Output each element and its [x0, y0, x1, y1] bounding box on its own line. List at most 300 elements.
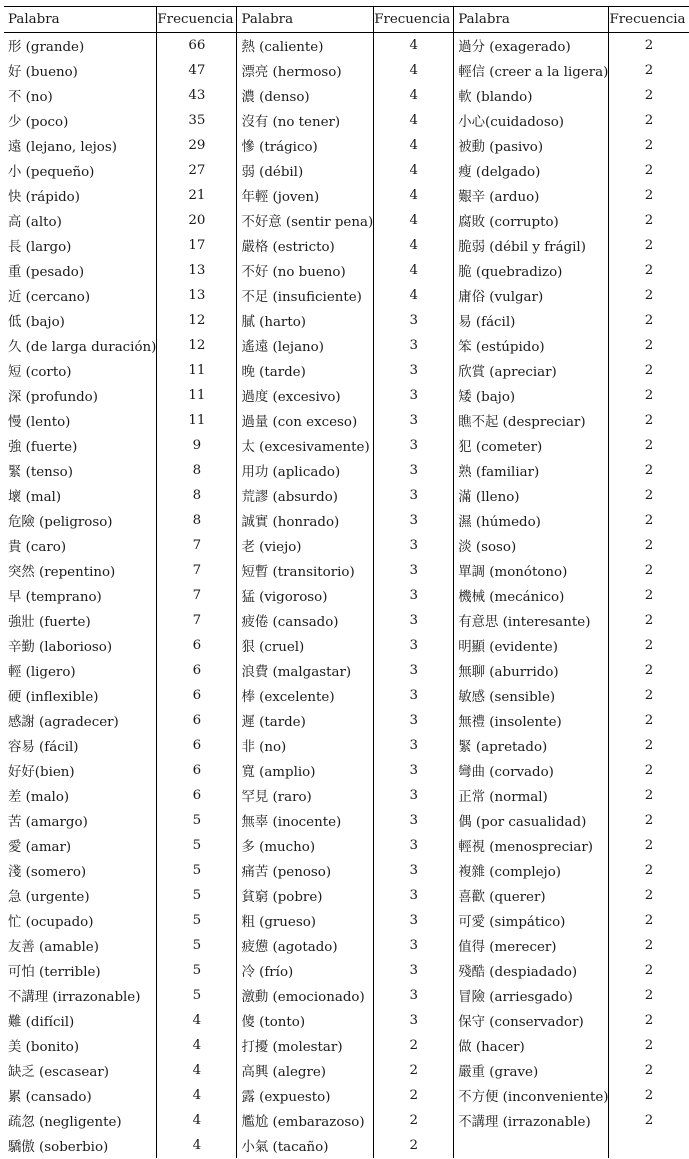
- word-cell: 好 (bueno): [4, 58, 157, 83]
- word-cell: 差 (malo): [4, 783, 157, 808]
- frequency-cell: 3: [374, 808, 454, 833]
- frequency-cell: 2: [644, 338, 654, 353]
- frequency-cell: 3: [374, 608, 454, 633]
- frequency-cell: 2: [374, 1108, 454, 1133]
- frequency-cell: 4: [374, 233, 454, 258]
- frequency-cell: 8: [157, 508, 237, 533]
- word-cell: 敏感 (sensible): [454, 683, 609, 708]
- word-cell: 形 (grande): [4, 33, 157, 59]
- word-cell: 友善 (amable): [4, 933, 157, 958]
- word-cell: 瞧不起 (despreciar): [454, 408, 609, 433]
- frequency-cell: 47: [157, 58, 237, 83]
- frequency-cell: 2: [644, 913, 654, 928]
- frequency-cell: 5: [157, 858, 237, 883]
- frequency-cell: 4: [374, 58, 454, 83]
- table-row: [4, 408, 689, 433]
- table-row: [4, 1108, 689, 1133]
- frequency-cell: 3: [374, 583, 454, 608]
- word-cell: 深 (profundo): [4, 383, 157, 408]
- frequency-cell: 3: [374, 433, 454, 458]
- frequency-cell: 2: [644, 588, 654, 603]
- frequency-cell: 17: [157, 233, 237, 258]
- frequency-cell: 3: [374, 508, 454, 533]
- word-cell: 感謝 (agradecer): [4, 708, 157, 733]
- table-row: [4, 983, 689, 1008]
- word-cell: 小 (pequeño): [4, 158, 157, 183]
- word-cell: 脆弱 (débil y frágil): [454, 233, 609, 258]
- word-cell: 高 (alto): [4, 208, 157, 233]
- table-row: [4, 433, 689, 458]
- table-row: [4, 958, 689, 983]
- word-cell: 犯 (cometer): [454, 433, 609, 458]
- frequency-cell: 5: [157, 883, 237, 908]
- word-cell: 熟 (familiar): [454, 458, 609, 483]
- table-row: [4, 58, 689, 83]
- frequency-cell: 21: [157, 183, 237, 208]
- word-cell: 急 (urgente): [4, 883, 157, 908]
- table-row: [4, 908, 689, 933]
- word-cell: 過分 (exagerado): [454, 33, 609, 59]
- word-cell: 不講理 (irrazonable): [454, 1108, 609, 1133]
- frequency-cell: 66: [157, 33, 237, 59]
- table-row: [4, 658, 689, 683]
- frequency-cell: 3: [374, 883, 454, 908]
- table-row: [4, 633, 689, 658]
- frequency-cell: 4: [157, 1133, 237, 1158]
- word-cell: 遠 (lejano, lejos): [4, 133, 157, 158]
- word-cell: 罕見 (raro): [237, 783, 374, 808]
- word-cell: 長 (largo): [4, 233, 157, 258]
- word-frequency-table: [4, 6, 689, 1158]
- word-cell: 緊 (apretado): [454, 733, 609, 758]
- word-cell: 易 (fácil): [454, 308, 609, 333]
- word-cell: 非 (no): [237, 733, 374, 758]
- frequency-cell: [609, 1133, 689, 1158]
- frequency-cell: 3: [374, 383, 454, 408]
- frequency-cell: 4: [157, 1033, 237, 1058]
- frequency-cell: 6: [157, 708, 237, 733]
- table-row: [4, 833, 689, 858]
- frequency-cell: 2: [644, 113, 654, 128]
- frequency-cell: 2: [644, 613, 654, 628]
- word-cell: 過量 (con exceso): [237, 408, 374, 433]
- table-row: [4, 458, 689, 483]
- word-cell: 保守 (conservador): [454, 1008, 609, 1033]
- frequency-cell: 2: [644, 413, 654, 428]
- word-cell: 滿 (lleno): [454, 483, 609, 508]
- word-cell: 露 (expuesto): [237, 1083, 374, 1108]
- word-cell: 低 (bajo): [4, 308, 157, 333]
- word-cell: 痛苦 (penoso): [237, 858, 374, 883]
- word-cell: 激動 (emocionado): [237, 983, 374, 1008]
- table-row: [4, 708, 689, 733]
- word-cell: 太 (excesivamente): [237, 433, 374, 458]
- header-word-2: Palabra: [237, 7, 374, 33]
- word-cell: 無聊 (aburrido): [454, 658, 609, 683]
- frequency-cell: 3: [374, 358, 454, 383]
- table-row: [4, 533, 689, 558]
- word-cell: 壞 (mal): [4, 483, 157, 508]
- frequency-cell: 3: [374, 733, 454, 758]
- frequency-cell: 3: [374, 708, 454, 733]
- word-cell: 棒 (excelente): [237, 683, 374, 708]
- frequency-cell: 5: [157, 933, 237, 958]
- table-row: [4, 258, 689, 283]
- table-row: [4, 158, 689, 183]
- frequency-cell: 2: [644, 963, 654, 978]
- word-cell: 喜歡 (querer): [454, 883, 609, 908]
- table-row: [4, 683, 689, 708]
- word-cell: 正常 (normal): [454, 783, 609, 808]
- word-cell: 短暫 (transitorio): [237, 558, 374, 583]
- word-cell: 久 (de larga duración): [4, 333, 157, 358]
- word-cell: 值得 (merecer): [454, 933, 609, 958]
- frequency-cell: 2: [644, 763, 654, 778]
- frequency-cell: 3: [374, 558, 454, 583]
- word-cell: 誠實 (honrado): [237, 508, 374, 533]
- word-cell: 慢 (lento): [4, 408, 157, 433]
- frequency-cell: 12: [157, 333, 237, 358]
- frequency-cell: 2: [644, 363, 654, 378]
- word-cell: 庸俗 (vulgar): [454, 283, 609, 308]
- word-cell: 嚴格 (estricto): [237, 233, 374, 258]
- table-row: [4, 583, 689, 608]
- header-frequency-3: Frecuencia: [609, 7, 689, 33]
- frequency-cell: 2: [644, 213, 654, 228]
- word-cell: 機械 (mecánico): [454, 583, 609, 608]
- frequency-cell: 3: [374, 658, 454, 683]
- frequency-cell: 7: [157, 583, 237, 608]
- word-cell: 短 (corto): [4, 358, 157, 383]
- frequency-cell: 13: [157, 258, 237, 283]
- word-cell: 輕 (ligero): [4, 658, 157, 683]
- frequency-cell: 2: [644, 488, 654, 503]
- frequency-cell: 3: [374, 1008, 454, 1033]
- frequency-cell: 27: [157, 158, 237, 183]
- frequency-cell: 2: [644, 988, 654, 1003]
- frequency-cell: 2: [644, 888, 654, 903]
- word-cell: 明顯 (evidente): [454, 633, 609, 658]
- word-cell: 忙 (ocupado): [4, 908, 157, 933]
- word-cell: 遲 (tarde): [237, 708, 374, 733]
- table-row: [4, 733, 689, 758]
- frequency-cell: 2: [374, 1083, 454, 1108]
- word-cell: 缺乏 (escasear): [4, 1058, 157, 1083]
- table-row: [4, 933, 689, 958]
- frequency-cell: 2: [644, 813, 654, 828]
- word-cell: 無辜 (inocente): [237, 808, 374, 833]
- word-cell: 腐敗 (corrupto): [454, 208, 609, 233]
- table-row: [4, 183, 689, 208]
- frequency-cell: 4: [374, 183, 454, 208]
- frequency-cell: 2: [644, 188, 654, 203]
- table-row: [4, 508, 689, 533]
- word-cell: 尷尬 (embarazoso): [237, 1108, 374, 1133]
- frequency-cell: 8: [157, 483, 237, 508]
- table-row: [4, 333, 689, 358]
- frequency-cell: 2: [644, 313, 654, 328]
- header-word-3: Palabra: [454, 7, 609, 33]
- word-cell: 粗 (grueso): [237, 908, 374, 933]
- word-cell: 無禮 (insolente): [454, 708, 609, 733]
- word-cell: 貧窮 (pobre): [237, 883, 374, 908]
- frequency-cell: 2: [644, 238, 654, 253]
- word-cell: 軟 (blando): [454, 83, 609, 108]
- word-cell: 單調 (monótono): [454, 558, 609, 583]
- word-cell: 脆 (quebradizo): [454, 258, 609, 283]
- frequency-cell: 2: [644, 538, 654, 553]
- table-row: [4, 783, 689, 808]
- frequency-cell: 5: [157, 908, 237, 933]
- frequency-cell: 7: [157, 558, 237, 583]
- frequency-cell: 2: [644, 388, 654, 403]
- table-row: [4, 208, 689, 233]
- frequency-cell: 3: [374, 908, 454, 933]
- frequency-cell: 4: [374, 258, 454, 283]
- word-cell: 不好 (no bueno): [237, 258, 374, 283]
- word-cell: 晚 (tarde): [237, 358, 374, 383]
- table-body: [4, 33, 689, 1159]
- frequency-cell: 20: [157, 208, 237, 233]
- table-row: [4, 858, 689, 883]
- table-row: [4, 808, 689, 833]
- frequency-cell: 2: [644, 713, 654, 728]
- frequency-cell: 3: [374, 333, 454, 358]
- frequency-cell: 4: [374, 208, 454, 233]
- word-cell: 早 (temprano): [4, 583, 157, 608]
- word-cell: 小氣 (tacaño): [237, 1133, 374, 1158]
- word-cell: 疲憊 (agotado): [237, 933, 374, 958]
- word-cell: 小心(cuidadoso): [454, 108, 609, 133]
- word-cell: 快 (rápido): [4, 183, 157, 208]
- frequency-cell: 2: [644, 563, 654, 578]
- word-cell: 重 (pesado): [4, 258, 157, 283]
- word-cell: 驕傲 (soberbio): [4, 1133, 157, 1158]
- word-cell: 貴 (caro): [4, 533, 157, 558]
- word-cell: 濕 (húmedo): [454, 508, 609, 533]
- frequency-cell: 2: [374, 1133, 454, 1158]
- table-row: [4, 883, 689, 908]
- word-cell: 冒險 (arriesgado): [454, 983, 609, 1008]
- frequency-cell: 2: [644, 738, 654, 753]
- frequency-cell: 3: [374, 983, 454, 1008]
- word-cell: 不足 (insuficiente): [237, 283, 374, 308]
- frequency-cell: 11: [157, 383, 237, 408]
- table-row: [4, 558, 689, 583]
- word-cell: 可愛 (simpático): [454, 908, 609, 933]
- frequency-cell: 2: [644, 938, 654, 953]
- frequency-cell: 2: [644, 663, 654, 678]
- table-row: [4, 358, 689, 383]
- header-frequency-1: Frecuencia: [157, 7, 237, 33]
- table-row: [4, 383, 689, 408]
- word-cell: 打擾 (molestar): [237, 1033, 374, 1058]
- frequency-table-container: [4, 6, 689, 1158]
- word-cell: 彎曲 (corvado): [454, 758, 609, 783]
- word-cell: 愛 (amar): [4, 833, 157, 858]
- word-cell: 緊 (tenso): [4, 458, 157, 483]
- word-cell: 弱 (débil): [237, 158, 374, 183]
- table-row: [4, 1083, 689, 1108]
- word-cell: 殘酷 (despiadado): [454, 958, 609, 983]
- frequency-cell: 6: [157, 633, 237, 658]
- frequency-cell: 4: [374, 133, 454, 158]
- frequency-cell: 4: [374, 83, 454, 108]
- word-cell: 傻 (tonto): [237, 1008, 374, 1033]
- word-cell: 少 (poco): [4, 108, 157, 133]
- word-cell: 做 (hacer): [454, 1033, 609, 1058]
- frequency-cell: 2: [644, 263, 654, 278]
- frequency-cell: 2: [644, 163, 654, 178]
- word-cell: 淡 (soso): [454, 533, 609, 558]
- frequency-cell: 3: [374, 408, 454, 433]
- frequency-cell: 6: [157, 658, 237, 683]
- word-cell: 笨 (estúpido): [454, 333, 609, 358]
- word-cell: 不講理 (irrazonable): [4, 983, 157, 1008]
- word-cell: 用功 (aplicado): [237, 458, 374, 483]
- word-cell: 熱 (caliente): [237, 33, 374, 59]
- table-row: [4, 1058, 689, 1083]
- frequency-cell: 2: [644, 138, 654, 153]
- word-cell: 瘦 (delgado): [454, 158, 609, 183]
- frequency-cell: 3: [374, 483, 454, 508]
- frequency-cell: 4: [374, 283, 454, 308]
- frequency-cell: 3: [374, 783, 454, 808]
- word-cell: 沒有 (no tener): [237, 108, 374, 133]
- word-cell: 高興 (alegre): [237, 1058, 374, 1083]
- word-cell: 近 (cercano): [4, 283, 157, 308]
- frequency-cell: 4: [374, 33, 454, 59]
- frequency-cell: 2: [644, 88, 654, 103]
- header-word-1: Palabra: [4, 7, 157, 33]
- word-cell: 猛 (vigoroso): [237, 583, 374, 608]
- frequency-cell: 4: [157, 1108, 237, 1133]
- frequency-cell: 2: [644, 838, 654, 853]
- header-frequency-2: Frecuencia: [374, 7, 454, 33]
- frequency-cell: 43: [157, 83, 237, 108]
- frequency-cell: 5: [157, 808, 237, 833]
- word-cell: 濃 (denso): [237, 83, 374, 108]
- word-cell: 過度 (excesivo): [237, 383, 374, 408]
- word-cell: 被動 (pasivo): [454, 133, 609, 158]
- word-cell: 多 (mucho): [237, 833, 374, 858]
- word-cell: 老 (viejo): [237, 533, 374, 558]
- frequency-cell: 4: [157, 1008, 237, 1033]
- word-cell: 強壯 (fuerte): [4, 608, 157, 633]
- word-cell: 荒謬 (absurdo): [237, 483, 374, 508]
- frequency-cell: 2: [644, 1088, 654, 1103]
- frequency-cell: 2: [374, 1058, 454, 1083]
- frequency-cell: 12: [157, 308, 237, 333]
- word-cell: 有意思 (interesante): [454, 608, 609, 633]
- frequency-cell: 4: [374, 158, 454, 183]
- frequency-cell: 4: [157, 1058, 237, 1083]
- frequency-cell: 6: [157, 758, 237, 783]
- table-row: [4, 758, 689, 783]
- frequency-cell: 2: [644, 863, 654, 878]
- frequency-cell: 2: [644, 288, 654, 303]
- word-cell: 強 (fuerte): [4, 433, 157, 458]
- frequency-cell: 13: [157, 283, 237, 308]
- word-cell: 複雜 (complejo): [454, 858, 609, 883]
- word-cell: 苦 (amargo): [4, 808, 157, 833]
- word-cell: 難 (difícil): [4, 1008, 157, 1033]
- word-cell: 不 (no): [4, 83, 157, 108]
- frequency-cell: 3: [374, 958, 454, 983]
- frequency-cell: 5: [157, 833, 237, 858]
- frequency-cell: 2: [644, 1038, 654, 1053]
- word-cell: 欣賞 (apreciar): [454, 358, 609, 383]
- word-cell: 矮 (bajo): [454, 383, 609, 408]
- frequency-cell: 2: [644, 688, 654, 703]
- word-cell: 輕信 (creer a la ligera): [454, 58, 609, 83]
- table-row: [4, 1008, 689, 1033]
- frequency-cell: 3: [374, 933, 454, 958]
- word-cell: 艱辛 (arduo): [454, 183, 609, 208]
- table-row: [4, 83, 689, 108]
- word-cell: 疲倦 (cansado): [237, 608, 374, 633]
- word-cell: 遙遠 (lejano): [237, 333, 374, 358]
- frequency-cell: 6: [157, 783, 237, 808]
- table-row: [4, 1133, 689, 1158]
- word-cell: 寬 (amplio): [237, 758, 374, 783]
- frequency-cell: 4: [157, 1083, 237, 1108]
- word-cell: 狠 (cruel): [237, 633, 374, 658]
- word-cell: 可怕 (terrible): [4, 958, 157, 983]
- frequency-cell: 2: [644, 438, 654, 453]
- frequency-cell: 5: [157, 983, 237, 1008]
- frequency-cell: 3: [374, 308, 454, 333]
- frequency-cell: 2: [644, 38, 654, 53]
- word-cell: 辛勤 (laborioso): [4, 633, 157, 658]
- frequency-cell: 7: [157, 533, 237, 558]
- word-cell: 淺 (somero): [4, 858, 157, 883]
- frequency-cell: 29: [157, 133, 237, 158]
- frequency-cell: 2: [374, 1033, 454, 1058]
- word-cell: 危險 (peligroso): [4, 508, 157, 533]
- word-cell: 累 (cansado): [4, 1083, 157, 1108]
- word-cell: 不方便 (inconveniente): [454, 1083, 609, 1108]
- table-row: [4, 308, 689, 333]
- word-cell: 慘 (trágico): [237, 133, 374, 158]
- frequency-cell: 3: [374, 458, 454, 483]
- frequency-cell: 6: [157, 683, 237, 708]
- frequency-cell: 2: [644, 463, 654, 478]
- frequency-cell: 3: [374, 533, 454, 558]
- word-cell: 硬 (inflexible): [4, 683, 157, 708]
- word-cell: [454, 1133, 609, 1158]
- frequency-cell: 2: [644, 638, 654, 653]
- frequency-cell: 3: [374, 833, 454, 858]
- word-cell: 美 (bonito): [4, 1033, 157, 1058]
- table-row: [4, 33, 689, 59]
- table-row: [4, 483, 689, 508]
- word-cell: 好好(bien): [4, 758, 157, 783]
- frequency-cell: 2: [644, 1063, 654, 1078]
- word-cell: 容易 (fácil): [4, 733, 157, 758]
- frequency-cell: 11: [157, 358, 237, 383]
- frequency-cell: 2: [644, 788, 654, 803]
- table-row: [4, 608, 689, 633]
- word-cell: 不好意 (sentir pena): [237, 208, 374, 233]
- frequency-cell: 2: [644, 513, 654, 528]
- frequency-cell: 9: [157, 433, 237, 458]
- word-cell: 疏忽 (negligente): [4, 1108, 157, 1133]
- word-cell: 浪費 (malgastar): [237, 658, 374, 683]
- frequency-cell: 6: [157, 733, 237, 758]
- frequency-cell: 2: [644, 1113, 654, 1128]
- frequency-cell: 5: [157, 958, 237, 983]
